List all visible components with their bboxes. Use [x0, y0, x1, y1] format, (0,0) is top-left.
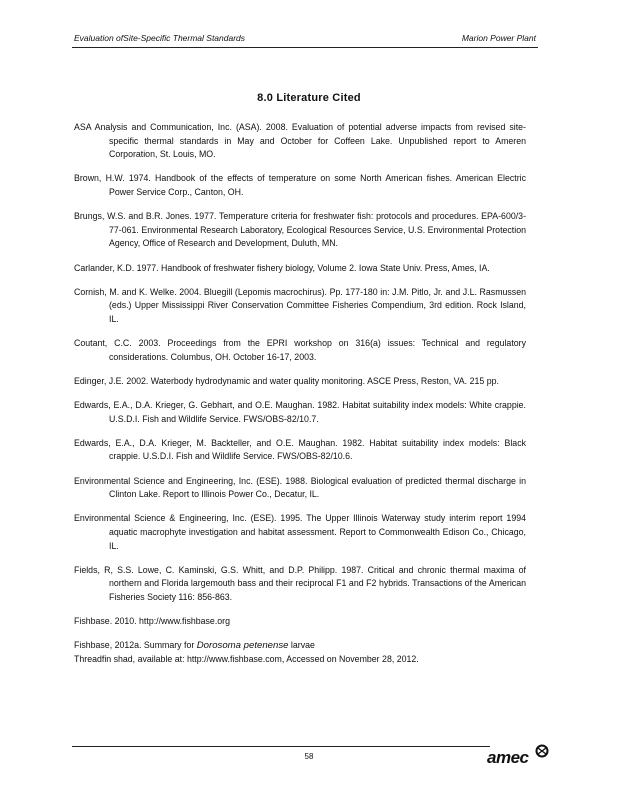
section-title: 8.0 Literature Cited — [257, 92, 361, 104]
reference-entry: Environmental Science & Engineering, Inc. (ESE). 1995. The Upper Illinois Waterway study interim report 1994 aquatic macrophyte investigation and habitat assessment. Report to Commonwealth Edison Co., Chicago, IL. — [74, 513, 526, 551]
species-name: Dorosoma petenense — [196, 640, 289, 652]
footer-rule — [72, 746, 490, 747]
reference-entry: Edinger, J.E. 2002. Waterbody hydrodynamic and water quality monitoring. ASCE Press, Reston, VA. 215 pp. — [74, 375, 499, 386]
header-right-title: Marion Power Plant — [461, 33, 536, 43]
reference-entry: Edwards, E.A., D.A. Krieger, G. Gebhart, and O.E. Maughan. 1982. Habitat suitability index models: White crappie. U.S.D.I. Fish and Wildlife Service. FWS/OBS-82/10.7. — [74, 400, 526, 424]
reference-entry-fishbase-2012a — [74, 639, 526, 666]
amec-logo — [487, 744, 549, 774]
reference-prefix: Fishbase, 2012a. Summary for — [74, 640, 197, 651]
reference-continuation: Threadfin shad, available at: http://www.fishbase.com, Accessed on November 28, 2012. — [74, 653, 419, 664]
reference-entry: Fishbase. 2010. http://www.fishbase.org — [74, 616, 230, 627]
reference-entry: Edwards, E.A., D.A. Krieger, M. Backteller, and O.E. Maughan. 1982. Habitat suitability index models: Black crappie. U.S.D.I. Fish and Wildlife Service. FWS/OBS-82/10.6. — [74, 437, 526, 462]
reference-entry: Fields, R, S.S. Lowe, C. Kaminski, G.S. Whitt, and D.P. Philipp. 1987. Critical and chronic thermal maxima of northern and Florida largemouth bass and their reciprocal F1 and F2 hybrids. Transactions of the American Fisheries Society 116: 856-863. — [74, 564, 526, 602]
reference-entry: Coutant, C.C. 2003. Proceedings from the EPRI workshop on 316(a) issues: Technical and regulatory considerations. Columbus, OH. October 16-17, 2003. — [74, 338, 526, 362]
reference-entry: Brown, H.W. 1974. Handbook of the effects of temperature on some North American fishes. American Electric Power Service Corp., Canton, OH. — [74, 173, 526, 197]
logo-wordmark: amec — [487, 748, 529, 767]
reference-entry: Cornish, M. and K. Welke. 2004. Bluegill (Lepomis macrochirus). Pp. 177-180 in: J.M. Pitlo, Jr. and J.L. Rasmussen (eds.) Upper Mississippi River Conservation Committee Fisheries Compendium, 3rd edition. Rock Island, IL. — [74, 286, 526, 324]
header-rule — [72, 47, 538, 48]
reference-entry: Environmental Science and Engineering, Inc. (ESE). 1988. Biological evaluation of predicted thermal discharge in Clinton Lake. Report to Illinois Power Co., Decatur, IL. — [74, 475, 526, 500]
reference-suffix: larvae — [288, 640, 315, 651]
reference-list — [74, 121, 526, 677]
header-left-title: Evaluation ofSite-Specific Thermal Standards — [74, 33, 246, 43]
reference-entry: Carlander, K.D. 1977. Handbook of freshwater fishery biology, Volume 2. Iowa State Univ. Press, Ames, IA. — [74, 262, 490, 273]
logo-swirl-icon — [535, 744, 549, 758]
reference-entry: ASA Analysis and Communication, Inc. (ASA). 2008. Evaluation of potential adverse impacts from revised site-specific thermal standards in May and October for Coffeen Lake. Unpublished report to Ameren Corporation, St. Louis, MO. — [74, 122, 526, 160]
page-number: 58 — [304, 752, 314, 761]
reference-entry: Brungs, W.S. and B.R. Jones. 1977. Temperature criteria for freshwater fish: protocols and procedures. EPA-600/3-77-061. Environmental Research Laboratory, Ecological Resources Service, U.S. Environmental Protection Agency, Office of Research and Development, Duluth, MN. — [74, 211, 526, 249]
